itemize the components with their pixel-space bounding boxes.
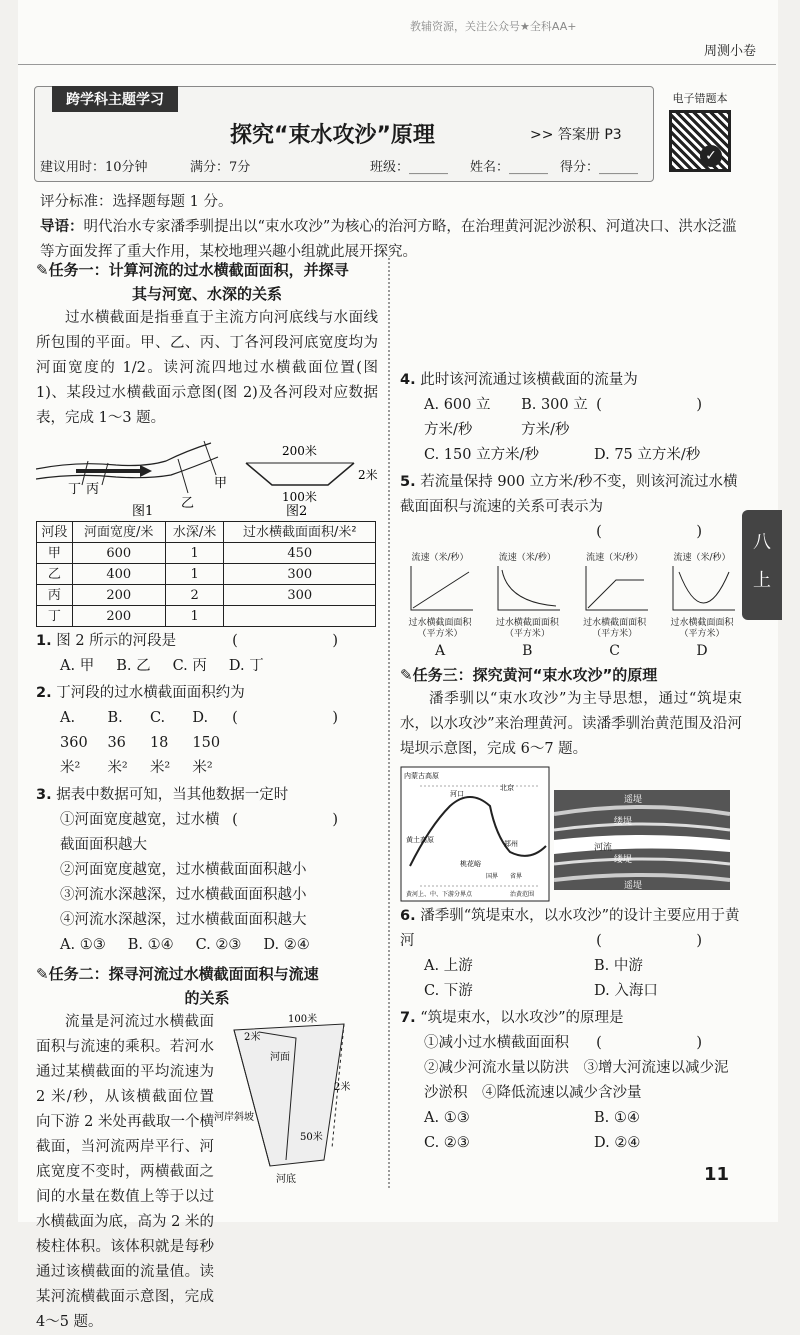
svg-text:缕堤: 缕堤 (614, 855, 633, 865)
task2-continued-spacer (400, 258, 742, 366)
prism-figure (214, 1010, 374, 1190)
svg-text:2米: 2米 (244, 1032, 261, 1043)
svg-text:黄土高原: 黄土高原 (406, 836, 434, 844)
svg-text:河口: 河口 (450, 790, 464, 798)
table-row: 甲 600 1 450 (37, 543, 376, 564)
table-row: 丙 200 2 300 (37, 585, 376, 606)
task2-block (36, 1010, 378, 1335)
task2-heading: ✎任务二：探寻河流过水横截面面积与流速 的关系 (36, 965, 319, 1007)
svg-text:郑州: 郑州 (504, 840, 518, 848)
fig1-caption: 图1 (132, 504, 154, 517)
table-header: 过水横截面面积/米² (224, 522, 376, 543)
qr-block[interactable] (662, 90, 738, 178)
answer-reference: >> 答案册 P3 (530, 127, 622, 143)
score-label: 满分：7分 (190, 160, 251, 175)
svg-text:遥堤: 遥堤 (624, 881, 643, 890)
svg-text:内蒙古高原: 内蒙古高原 (404, 772, 439, 780)
page-title: 探究“束水攻沙”原理 (230, 123, 435, 148)
svg-text:河底: 河底 (276, 1174, 296, 1185)
figure-1-2 (36, 431, 378, 517)
class-field[interactable]: 班级：______ (370, 160, 449, 175)
table-row: 乙 400 1 300 (37, 564, 376, 585)
svg-text:2米: 2米 (334, 1082, 351, 1093)
graph-a[interactable]: 流速（米/秒） 过水横截面面积（平方米） A (408, 553, 472, 659)
intro-text: 明代治水专家潘季驯提出以“束水攻沙”为核心的治河方略，在治理黄河泥沙淤积、河道决口、洪水泛滥等方面发挥了重大作用，某校地理兴趣小组就此展开探究。 (40, 219, 737, 260)
grade-side-tab[interactable]: 八 上 (742, 510, 782, 620)
fig1-label-yi: 乙 (181, 496, 195, 511)
task3-text: 潘季驯以“束水攻沙”为主导思想，通过“筑堤束水，以水攻沙”来治理黄河。读潘季驯治黄范围及沿河堤坝示意图，完成 6～7 题。 (400, 691, 742, 757)
svg-text:河面: 河面 (270, 1052, 290, 1063)
q4-options[interactable]: A. 600 立方米/秒 B. 300 立方米/秒 (424, 397, 588, 438)
question-1: 1. 图 2 所示的河段是 ( ) A. 甲 B. 乙 C. 丙 D. 丁 (36, 629, 378, 679)
table-header: 河面宽度/米 (72, 522, 165, 543)
q2-options[interactable]: A. 360 米² B. 36 米² C. 18 米² D. 150 米² (60, 710, 221, 776)
fig2-caption: 图2 (286, 504, 308, 517)
intro (40, 190, 740, 265)
fig2-bottom-label: 100米 (282, 490, 317, 504)
pencil-icon: ✎ (36, 261, 49, 279)
pencil-icon: ✎ (36, 965, 49, 983)
svg-text:治黄范围: 治黄范围 (510, 891, 535, 898)
table-header: 水深/米 (165, 522, 224, 543)
q5-graphs[interactable] (400, 553, 742, 657)
svg-text:遥堤: 遥堤 (624, 795, 643, 805)
name-field[interactable]: 姓名：______ (470, 160, 549, 175)
svg-text:100米: 100米 (288, 1014, 318, 1025)
svg-text:国界: 国界 (486, 873, 499, 880)
page-number: 11 (704, 1164, 730, 1185)
fig1-label-bing: 丙 (86, 482, 100, 497)
river-data-table (36, 521, 376, 627)
column-divider (388, 258, 390, 1188)
dam-diagram (554, 790, 730, 890)
question-6: 6. 潘季驯“筑堤束水，以水攻沙”的设计主要应用于黄河 ( ) A. 上游 B. 中游 C. 下游 D. 入海口 (400, 908, 742, 999)
table-header: 河段 (37, 522, 73, 543)
right-column (400, 258, 742, 1156)
task1-heading: ✎任务一：计算河流的过水横截面面积，并探寻 其与河宽、水深的关系 (36, 261, 349, 303)
question-2: 2. 丁河段的过水横截面面积约为 ( ) A. 360 米² B. 36 米² C. 18 米² D. 150 米² (36, 681, 378, 781)
top-note: 教辅资源，关注公众号★全科AA+ (410, 20, 577, 33)
fig2-top-label: 200米 (282, 444, 317, 458)
q3-options[interactable]: A. ①③ B. ①④ C. ②③ D. ②④ (60, 937, 310, 953)
time-label: 建议用时：10分钟 (40, 160, 148, 175)
q7-options[interactable]: A. ①③ B. ①④ (424, 1110, 640, 1126)
scoring-text: 评分标准：选择题每题 1 分。 (40, 194, 233, 210)
svg-text:桃花峪: 桃花峪 (460, 860, 481, 868)
question-3: 3. 据表中数据可知，当其他数据一定时 ( ) ①河面宽度越宽，过水横截面面积越大 ②河面宽度越宽，过水横截面面积越小 ③河流水深越深，过水横截面面积越小 ④河流水深越深，过水横截面面积越大 A. ①③ B. ①④ C. ②③ D. ②④ (36, 783, 378, 958)
pencil-icon: ✎ (400, 666, 413, 684)
yellow-river-map (400, 766, 550, 902)
q1-options[interactable]: A. 甲 B. 乙 C. 丙 D. 丁 (60, 658, 264, 674)
question-5: 5. 若流量保持 900 立方米/秒不变，则该河流过水横截面面积与流速的关系可表示为 ( ) 流速（米/秒） 过水横截面面积（平方米） A 流速（米/秒） 过水横截面面积（平方米） B 流速（米/秒） 过水横截面面积（平方米） C 流速（米/秒） 过水横截面面积（平方米） D (400, 474, 742, 659)
task3-figures (400, 766, 742, 902)
qr-code-icon[interactable] (669, 110, 731, 172)
svg-text:缕堤: 缕堤 (614, 817, 633, 827)
weekly-label: 周测小卷 (703, 44, 756, 59)
intro-label: 导语： (40, 219, 84, 235)
question-4: 4. 此时该河流通过该横截面的流量为 ( ) A. 600 立方米/秒 B. 300 立方米/秒 C. 150 立方米/秒 D. 75 立方米/秒 (400, 372, 742, 463)
graph-c[interactable]: 流速（米/秒） 过水横截面面积（平方米） C (583, 553, 647, 659)
graph-d[interactable]: 流速（米/秒） 过水横截面面积（平方米） D (670, 553, 734, 659)
fig1-label-ding: 丁 (68, 482, 82, 497)
svg-text:省界: 省界 (510, 873, 523, 880)
svg-text:河流: 河流 (594, 843, 613, 853)
left-column (36, 258, 378, 1335)
section-tag: 跨学科主题学习 (52, 86, 178, 112)
q6-options[interactable]: A. 上游 B. 中游 (424, 958, 643, 974)
fig1-label-jia: 甲 (214, 476, 228, 491)
river-figures (36, 431, 378, 517)
question-7: 7. “筑堤束水，以水攻沙”的原理是 ( ) ①减小过水横截面面积 ②减少河流水量以防洪 ③增大河流速以减少泥沙淤积 ④降低流速以减少含沙量 A. ①③ B. ①④ C. ②③ D. ②④ (400, 1010, 742, 1151)
top-divider (18, 64, 776, 65)
qr-label: 电子错题本 (672, 92, 728, 105)
task2-text: 流量是河流过水横截面面积与流速的乘积。若河水通过某横截面的平均流速为 2 米/秒，从该横截面位置向下游 2 米处再截取一个横截面，当河流两岸平行、河底宽度不变时，两横截面之间的水量在数值上等于以过水横截面为底，高为 2 米的棱柱体积。该体积就是每秒通过该横截面的流量值。读某河流横截面示意图，完成 4～5 题。 (36, 1014, 214, 1330)
task3-heading: ✎任务三：探究黄河“束水攻沙”的原理 (400, 666, 658, 684)
graph-b[interactable]: 流速（米/秒） 过水横截面面积（平方米） B (495, 553, 559, 659)
svg-text:黄河上、中、下游分界点: 黄河上、中、下游分界点 (406, 891, 473, 898)
svg-text:50米: 50米 (300, 1132, 323, 1143)
svg-text:河岸斜坡: 河岸斜坡 (214, 1112, 254, 1123)
fig2-depth-label: 2米 (358, 468, 378, 482)
svg-text:北京: 北京 (500, 784, 514, 792)
task1-text: 过水横截面是指垂直于主流方向河底线与水面线所包围的平面。甲、乙、丙、丁各河段河底宽度均为河面宽度的 1/2。读河流四地过水横截面位置(图 1)、某段过水横截面示意图(图 2)及各河段对应数据表，完成 1～3 题。 (36, 310, 378, 426)
table-row: 丁 200 1 (37, 606, 376, 627)
points-field[interactable]: 得分：______ (560, 160, 639, 175)
